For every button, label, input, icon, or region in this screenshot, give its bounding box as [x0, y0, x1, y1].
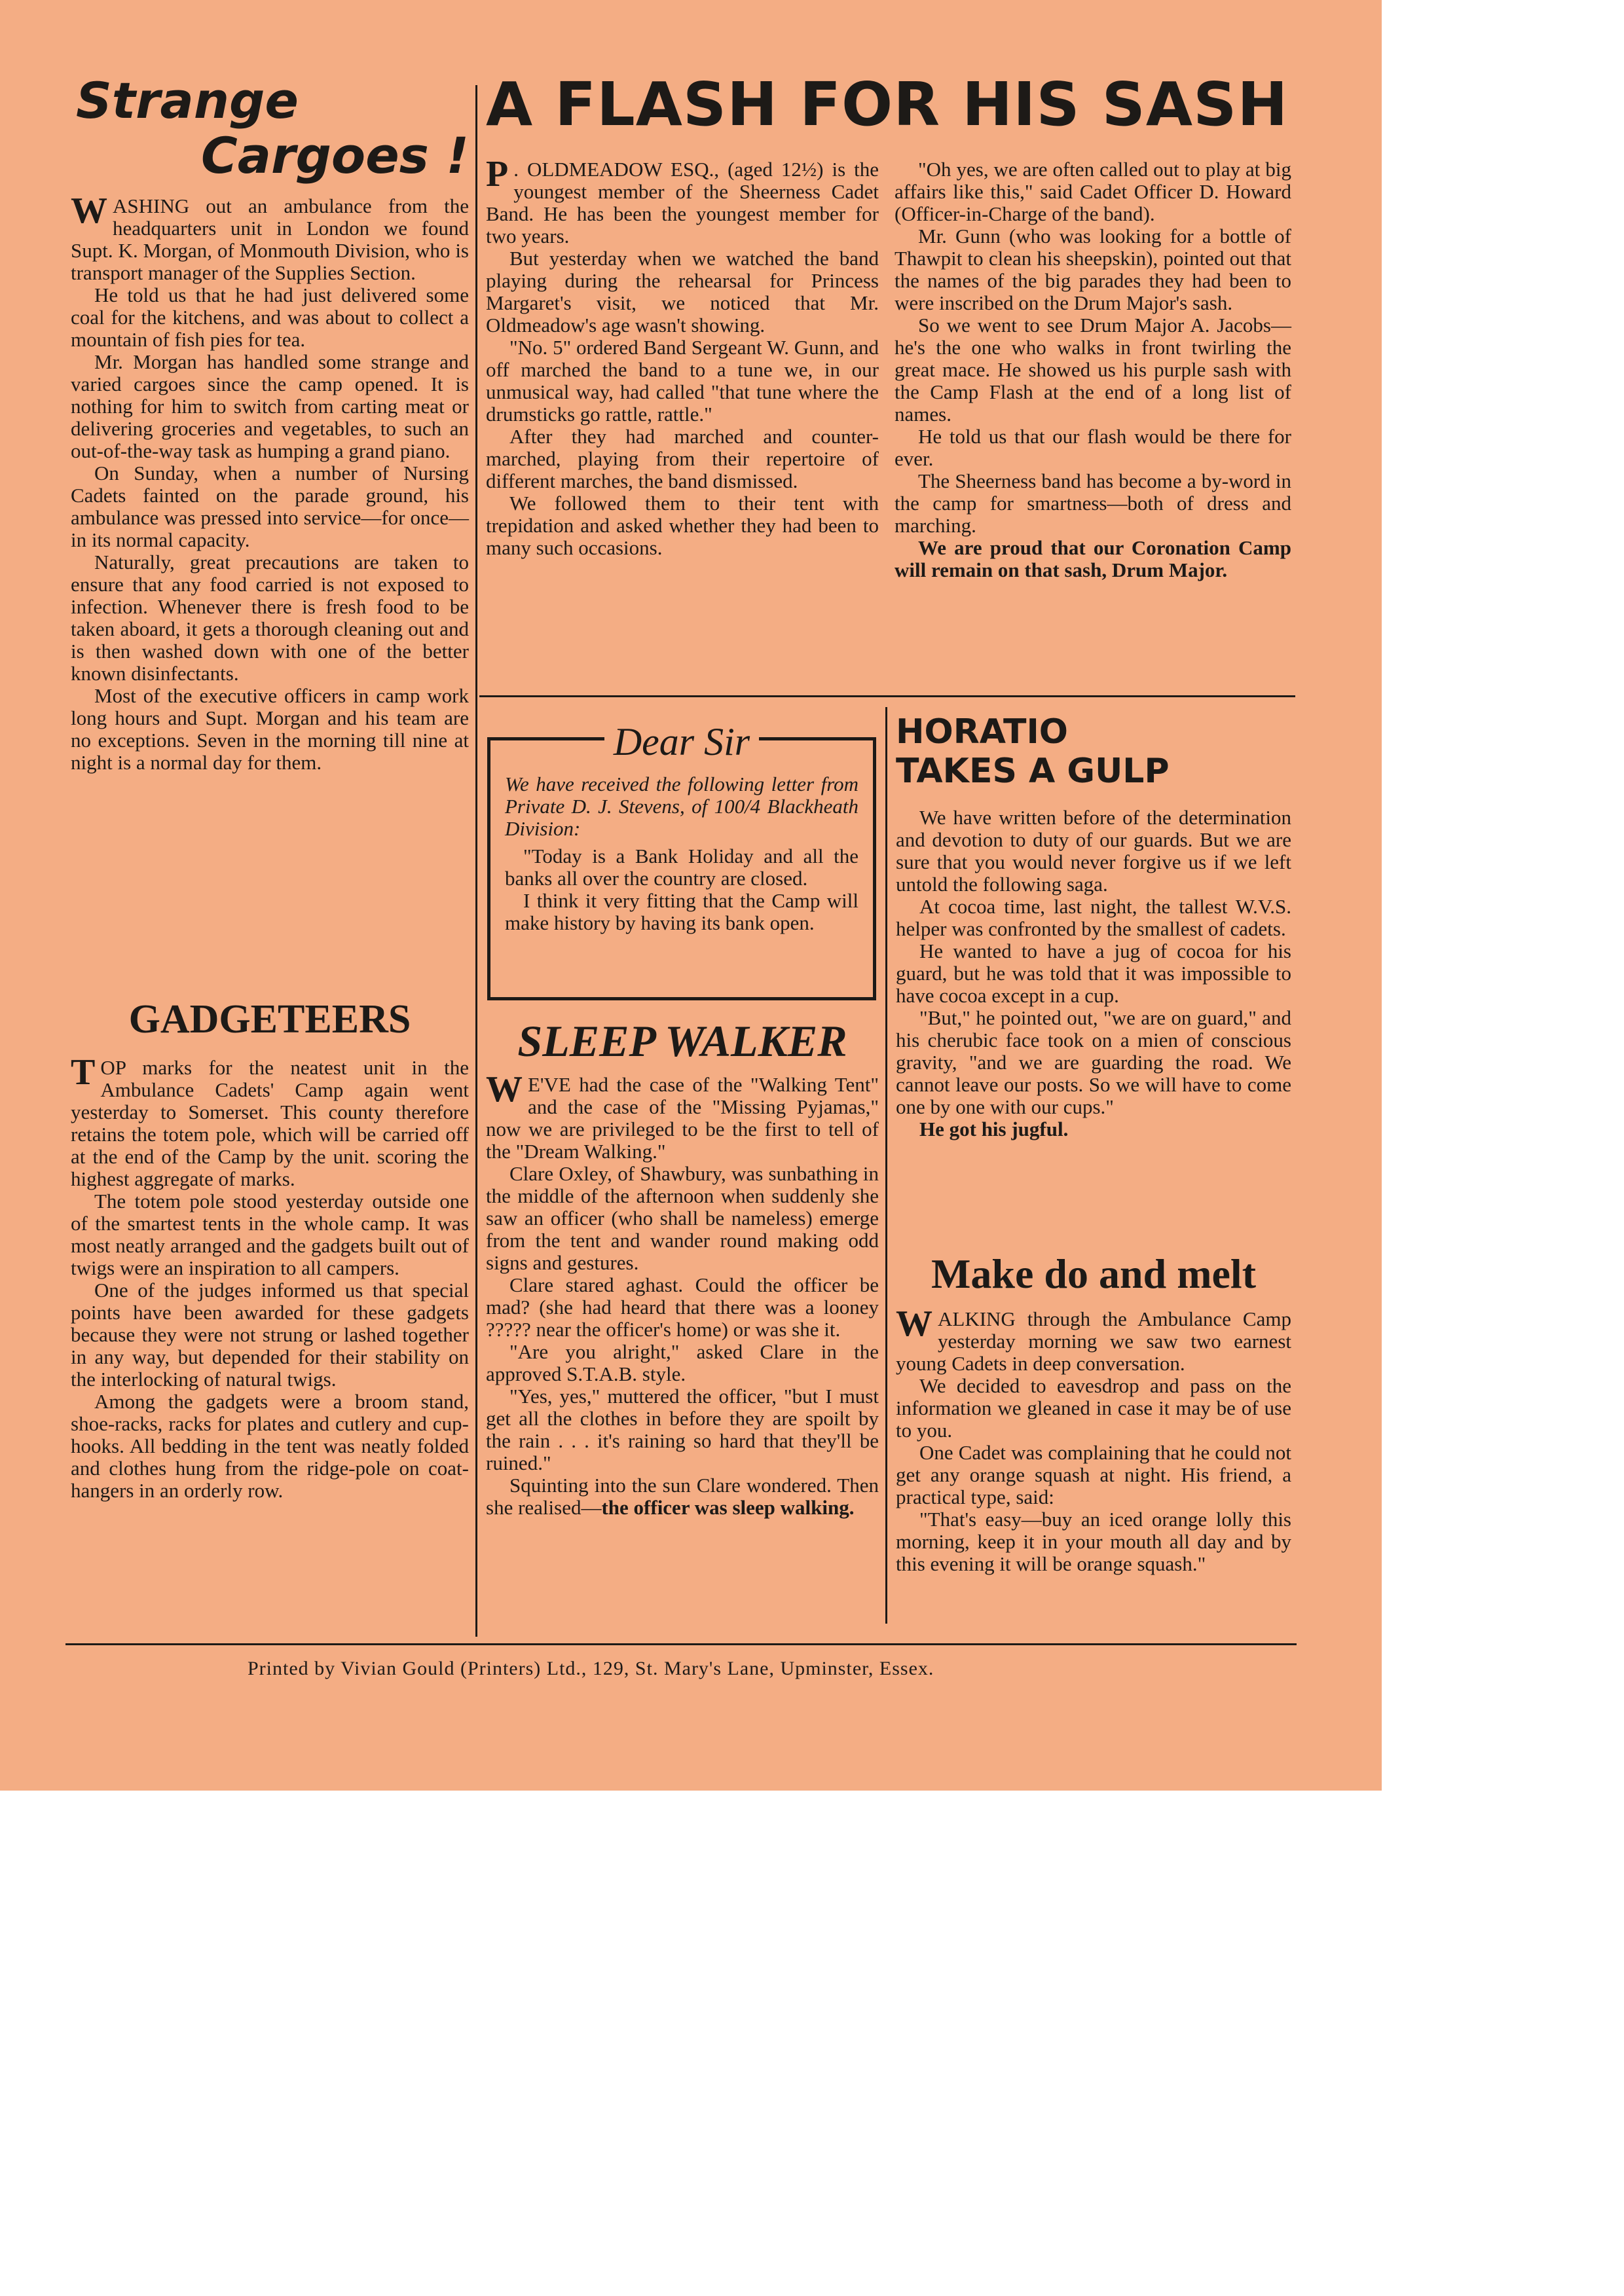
flash-para-9: He told us that our flash would be there for ever.: [895, 425, 1291, 470]
flash-para-4: After they had marched and counter-marched, playing from their repertoire of different marches, the band dismissed.: [486, 425, 879, 492]
horatio-para-3: He wanted to have a jug of cocoa for his guard, but he was told that it was impossible to have cocoa except in a cup.: [896, 939, 1291, 1007]
gadget-para-2: The totem pole stood yesterday outside one of the smartest tents in the whole camp. It was most neatly arranged and the gadgets built out of twigs were an inspiration to all campers.: [71, 1190, 469, 1279]
strange-para-4: On Sunday, when a number of Nursing Cadets fainted on the parade ground, his ambulance was pressed into service—for once—in its normal capacity.: [71, 462, 469, 551]
dear-sir-para-1: "Today is a Bank Holiday and all the banks all over the country are closed.: [505, 845, 858, 890]
horatio-closing: He got his jugful.: [919, 1118, 1069, 1140]
headline-horatio: HORATIO: [896, 712, 1068, 752]
horatio-para-1: We have written before of the determination and devotion to duty of our guards. But we are sure that you would never forgive us if we left untold the following saga.: [896, 806, 1291, 896]
headline-gadgeteers: GADGETEERS: [128, 997, 411, 1042]
headline-make-do-and-melt: Make do and melt: [931, 1250, 1256, 1297]
melt-para-3: One Cadet was complaining that he could not get any orange squash at night. His friend, a practical type, said:: [896, 1441, 1291, 1508]
gadget-para-3: One of the judges informed us that special points have been awarded for these gadgets because they were not strung or lashed together in any way, but depended for their stability on the interlocking of natural twigs.: [71, 1279, 469, 1391]
horatio-para-2: At cocoa time, last night, the tallest W.V.S. helper was confronted by the smallest of cadets.: [896, 895, 1291, 940]
headline-flash: A FLASH FOR HIS SASH: [486, 69, 1289, 139]
sleep-para-2: Clare Oxley, of Shawbury, was sunbathing in the middle of the afternoon when suddenly she saw an officer (who shall be nameless) emerge from the tent and wander round making odd signs and gestures.: [486, 1162, 879, 1274]
section-rule: [479, 695, 1295, 697]
sleep-para-3: Clare stared aghast. Could the officer be mad? (she had heard that there was a looney ????? near the officer's home) or was she it.: [486, 1273, 879, 1341]
sleep-para-1: W E'VE had the case of the "Walking Tent" and the case of the "Missing Pyjamas," now we are privileged to be the first to tell of the "Dream Walking.": [486, 1069, 879, 1163]
footer-rule: [65, 1643, 1297, 1645]
dear-sir-para-2: I think it very fitting that the Camp will make history by having its bank open.: [505, 889, 858, 934]
dropcap: W: [486, 1069, 523, 1110]
flash-para-7: Mr. Gunn (who was looking for a bottle of Thawpit to clean his sheepskin), pointed out that the names of the big parades they had been to were inscribed on the Drum Major's sash.: [895, 225, 1291, 314]
column-rule: [885, 707, 887, 1624]
headline-cargoes: Cargoes !: [200, 126, 469, 185]
headline-takes-a-gulp: TAKES A GULP: [896, 752, 1170, 791]
sleep-para-4: "Are you alright," asked Clare in the approved S.T.A.B. style.: [486, 1340, 879, 1385]
melt-para-2: We decided to eavesdrop and pass on the information we gleaned in case it may be of use to you.: [896, 1374, 1291, 1442]
strange-para-2: He told us that he had just delivered some coal for the kitchens, and was about to collect a mountain of fish pies for tea.: [71, 283, 469, 351]
dear-sir-title: Dear Sir: [490, 722, 873, 761]
dropcap: T: [71, 1052, 96, 1093]
strange-para-1: WASHING out an ambulance from the headquarters unit in London we found Supt. K. Morgan, of Monmouth Division, who is transport manager of the Supplies Section.: [71, 191, 469, 284]
sleep-para-6: Squinting into the sun Clare wondered. Then she realised—the officer was sleep walking.: [486, 1474, 879, 1519]
flash-para-1: P . OLDMEADOW ESQ., (aged 12½) is the youngest member of the Sheerness Cadet Band. He has been the youngest member for two years.: [486, 154, 879, 247]
column-rule: [475, 85, 477, 1637]
flash-para-2: But yesterday when we watched the band playing during the rehearsal for Princess Margaret's visit, we noticed that Mr. Oldmeadow's age wasn't showing.: [486, 247, 879, 337]
article-strange-cargoes: [71, 73, 469, 774]
headline-strange: Strange: [76, 71, 299, 130]
flash-para-3: "No. 5" ordered Band Sergeant W. Gunn, and off marched the band to a tune we, in our unmusical way, had called "that tune where the drumsticks go rattle, rattle.": [486, 336, 879, 426]
strange-para-6: Most of the executive officers in camp work long hours and Supt. Morgan and his team are no exceptions. Seven in the morning till nine at night is a normal day for them.: [71, 684, 469, 774]
sleep-para-5: "Yes, yes," muttered the officer, "but I must get all the clothes in before they are spoilt by the rain . . . it's raining so hard that they'll be ruined.": [486, 1385, 879, 1474]
melt-para-1: WALKING through the Ambulance Camp yesterday morning we saw two earnest young Cadets in deep conversation.: [896, 1303, 1291, 1375]
article-flash-col1: [486, 154, 879, 559]
gadget-para-1: TOP marks for the neatest unit in the Ambulance Cadets' Camp again went yesterday to Somerset. This county therefore retains the totem pole, which will be carried off at the end of the Camp by the unit. scoring the highest aggregate of marks.: [71, 1052, 469, 1190]
gadget-para-4: Among the gadgets were a broom stand, shoe-racks, racks for plates and cutlery and cup-hooks. All bedding in the tent was neatly folded and clothes hung from the ridge-pole on coat-hangers in an orderly row.: [71, 1390, 469, 1502]
horatio-para-4: "But," he pointed out, "we are on guard," and his cherubic face took on a mien of conscious gravity, "and we are guarding the road. We cannot leave our posts. So we will have to come one by one with our cups.": [896, 1006, 1291, 1118]
strange-para-3: Mr. Morgan has handled some strange and varied cargoes since the camp opened. It is nothing for him to switch from carting meat or delivering groceries and vegetables, to such an out-of-the-way task as humping a grand piano.: [71, 350, 469, 462]
strange-para-5: Naturally, great precautions are taken to ensure that any food carried is not exposed to infection. Whenever there is fresh food to be taken aboard, it gets a thorough cleaning out and is then washed down with one of the better known disinfectants.: [71, 551, 469, 685]
flash-closing: We are proud that our Coronation Camp will remain on that sash, Drum Major.: [895, 536, 1291, 581]
melt-para-4: "That's easy—buy an iced orange lolly this morning, keep it in your mouth all day and by this evening it will be orange squash.": [896, 1508, 1291, 1575]
flash-para-8: So we went to see Drum Major A. Jacobs—he's the one who walks in front twirling the great mace. He showed us his purple sash with the Camp Flash at the end of a long list of names.: [895, 314, 1291, 426]
article-make-do-and-melt: [896, 1250, 1291, 1575]
dropcap: W: [71, 191, 107, 231]
flash-para-6: "Oh yes, we are often called out to play at big affairs like this," said Cadet Officer D. Howard (Officer-in-Charge of the band).: [895, 158, 1291, 225]
article-flash-col2: [895, 158, 1291, 581]
dropcap: P: [486, 154, 509, 194]
dear-sir-box: [487, 720, 876, 1000]
flash-para-5: We followed them to their tent with trepidation and asked whether they had been to many such occasions.: [486, 492, 879, 559]
article-sleep-walker: [486, 1016, 879, 1519]
article-horatio: [896, 708, 1291, 1140]
dropcap: W: [896, 1303, 932, 1344]
article-gadgeteers: [71, 996, 469, 1502]
headline-sleep-walker: SLEEP WALKER: [517, 1016, 847, 1066]
dear-sir-intro: We have received the following letter from Private D. J. Stevens, of 100/4 Blackheath Division:: [505, 773, 858, 840]
flash-para-10: The Sheerness band has become a by-word in the camp for smartness—both of dress and marching.: [895, 469, 1291, 537]
printer-imprint: Printed by Vivian Gould (Printers) Ltd., 129, St. Mary's Lane, Upminster, Essex.: [248, 1658, 934, 1679]
